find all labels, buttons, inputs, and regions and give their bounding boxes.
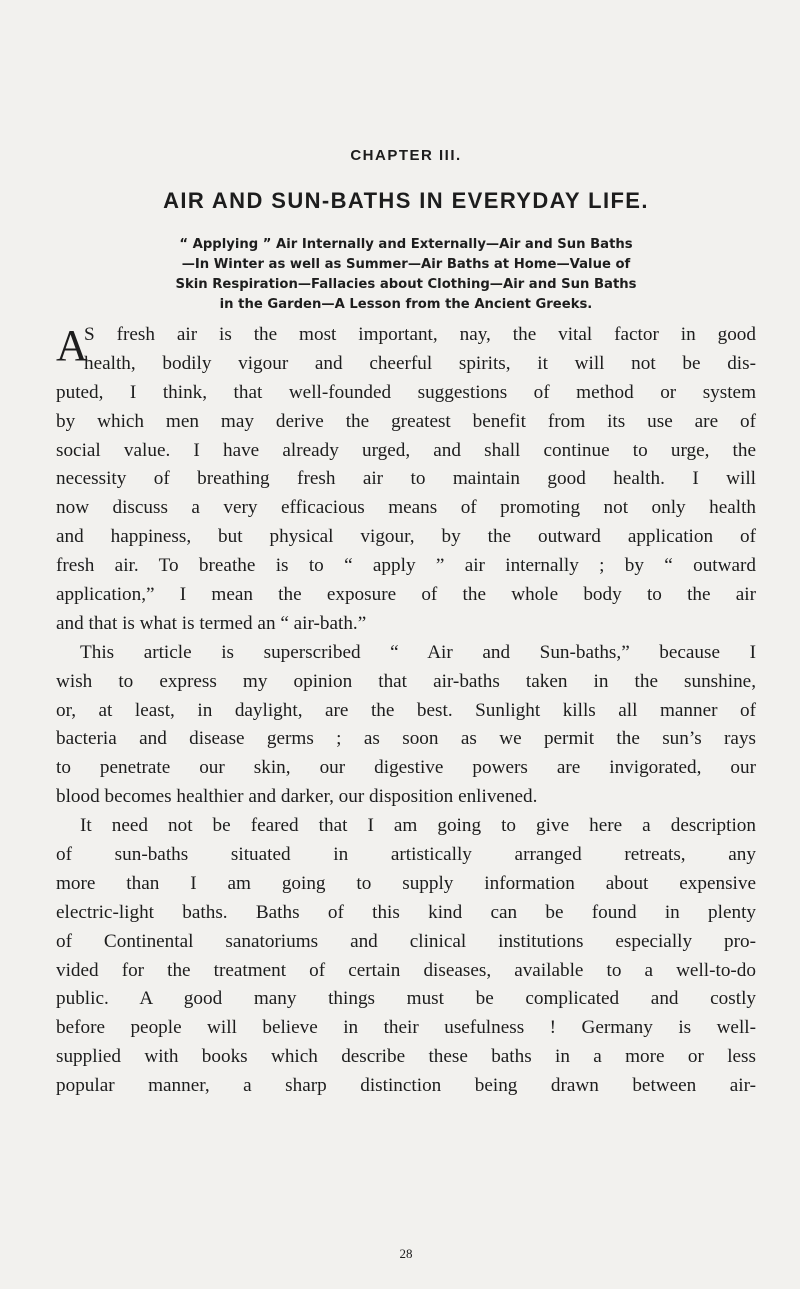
text-line: This article is superscribed “ Air and Sun-baths,” because I: [80, 641, 756, 663]
text-line: supplied with books which describe these baths in a more or less: [56, 1046, 756, 1068]
text-line: and happiness, but physical vigour, by the outward application of: [56, 526, 756, 548]
text-line: popular manner, a sharp distinction being drawn between air-: [56, 1075, 756, 1097]
synopsis-line: Skin Respiration—Fallacies about Clothing—Air and Sun Baths: [175, 277, 637, 292]
synopsis-line: —In Winter as well as Summer—Air Baths at Home—Value of: [181, 257, 631, 272]
text-line: of Continental sanatoriums and clinical institutions especially pro-: [56, 930, 756, 952]
chapter-heading: CHAPTER III.: [350, 147, 462, 164]
drop-cap: A: [56, 321, 88, 370]
text-line: to penetrate our skin, our digestive powers are invigorated, our: [56, 757, 756, 779]
text-line: fresh air. To breathe is to “ apply ” air internally ; by “ outward: [56, 555, 756, 577]
text-line: S fresh air is the most important, nay, the vital factor in good: [84, 324, 756, 345]
text-line: puted, I think, that well-founded suggestions of method or system: [56, 381, 756, 403]
text-line: and that is what is termed an “ air-bath.”: [56, 612, 367, 634]
chapter-title: AIR AND SUN-BATHS IN EVERYDAY LIFE.: [163, 188, 649, 213]
text-line: now discuss a very efficacious means of promoting not only health: [56, 497, 756, 519]
text-line: vided for the treatment of certain diseases, available to a well-to-do: [56, 959, 756, 981]
text-line: of sun-baths situated in artistically arranged retreats, any: [56, 844, 756, 866]
book-page: [56, 0, 756, 1289]
text-line: before people will believe in their usefulness ! Germany is well-: [56, 1017, 756, 1039]
text-line: public. A good many things must be complicated and costly: [56, 988, 756, 1010]
text-line: health, bodily vigour and cheerful spirits, it will not be dis-: [84, 352, 756, 374]
text-line: It need not be feared that I am going to give here a description: [80, 815, 756, 837]
body-text: [56, 321, 756, 1101]
text-line: bacteria and disease germs ; as soon as we permit the sun’s rays: [56, 728, 756, 750]
synopsis-line: in the Garden—A Lesson from the Ancient Greeks.: [219, 297, 593, 312]
text-line: more than I am going to supply information about expensive: [56, 872, 756, 894]
synopsis-line: “ Applying ” Air Internally and Externally—Air and Sun Baths: [179, 237, 633, 252]
page-number: 28: [399, 1246, 413, 1261]
text-line: application,” I mean the exposure of the whole body to the air: [56, 584, 756, 606]
text-line: electric-light baths. Baths of this kind can be found in plenty: [56, 901, 756, 923]
text-line: by which men may derive the greatest benefit from its use are of: [56, 410, 756, 432]
chapter-synopsis: [76, 235, 736, 315]
text-line: necessity of breathing fresh air to maintain good health. I will: [56, 468, 756, 490]
text-line: social value. I have already urged, and shall continue to urge, the: [56, 439, 756, 461]
text-line: blood becomes healthier and darker, our disposition enlivened.: [56, 786, 538, 808]
text-line: or, at least, in daylight, are the best. Sunlight kills all manner of: [56, 699, 756, 721]
text-line: wish to express my opinion that air-baths taken in the sunshine,: [56, 670, 756, 692]
